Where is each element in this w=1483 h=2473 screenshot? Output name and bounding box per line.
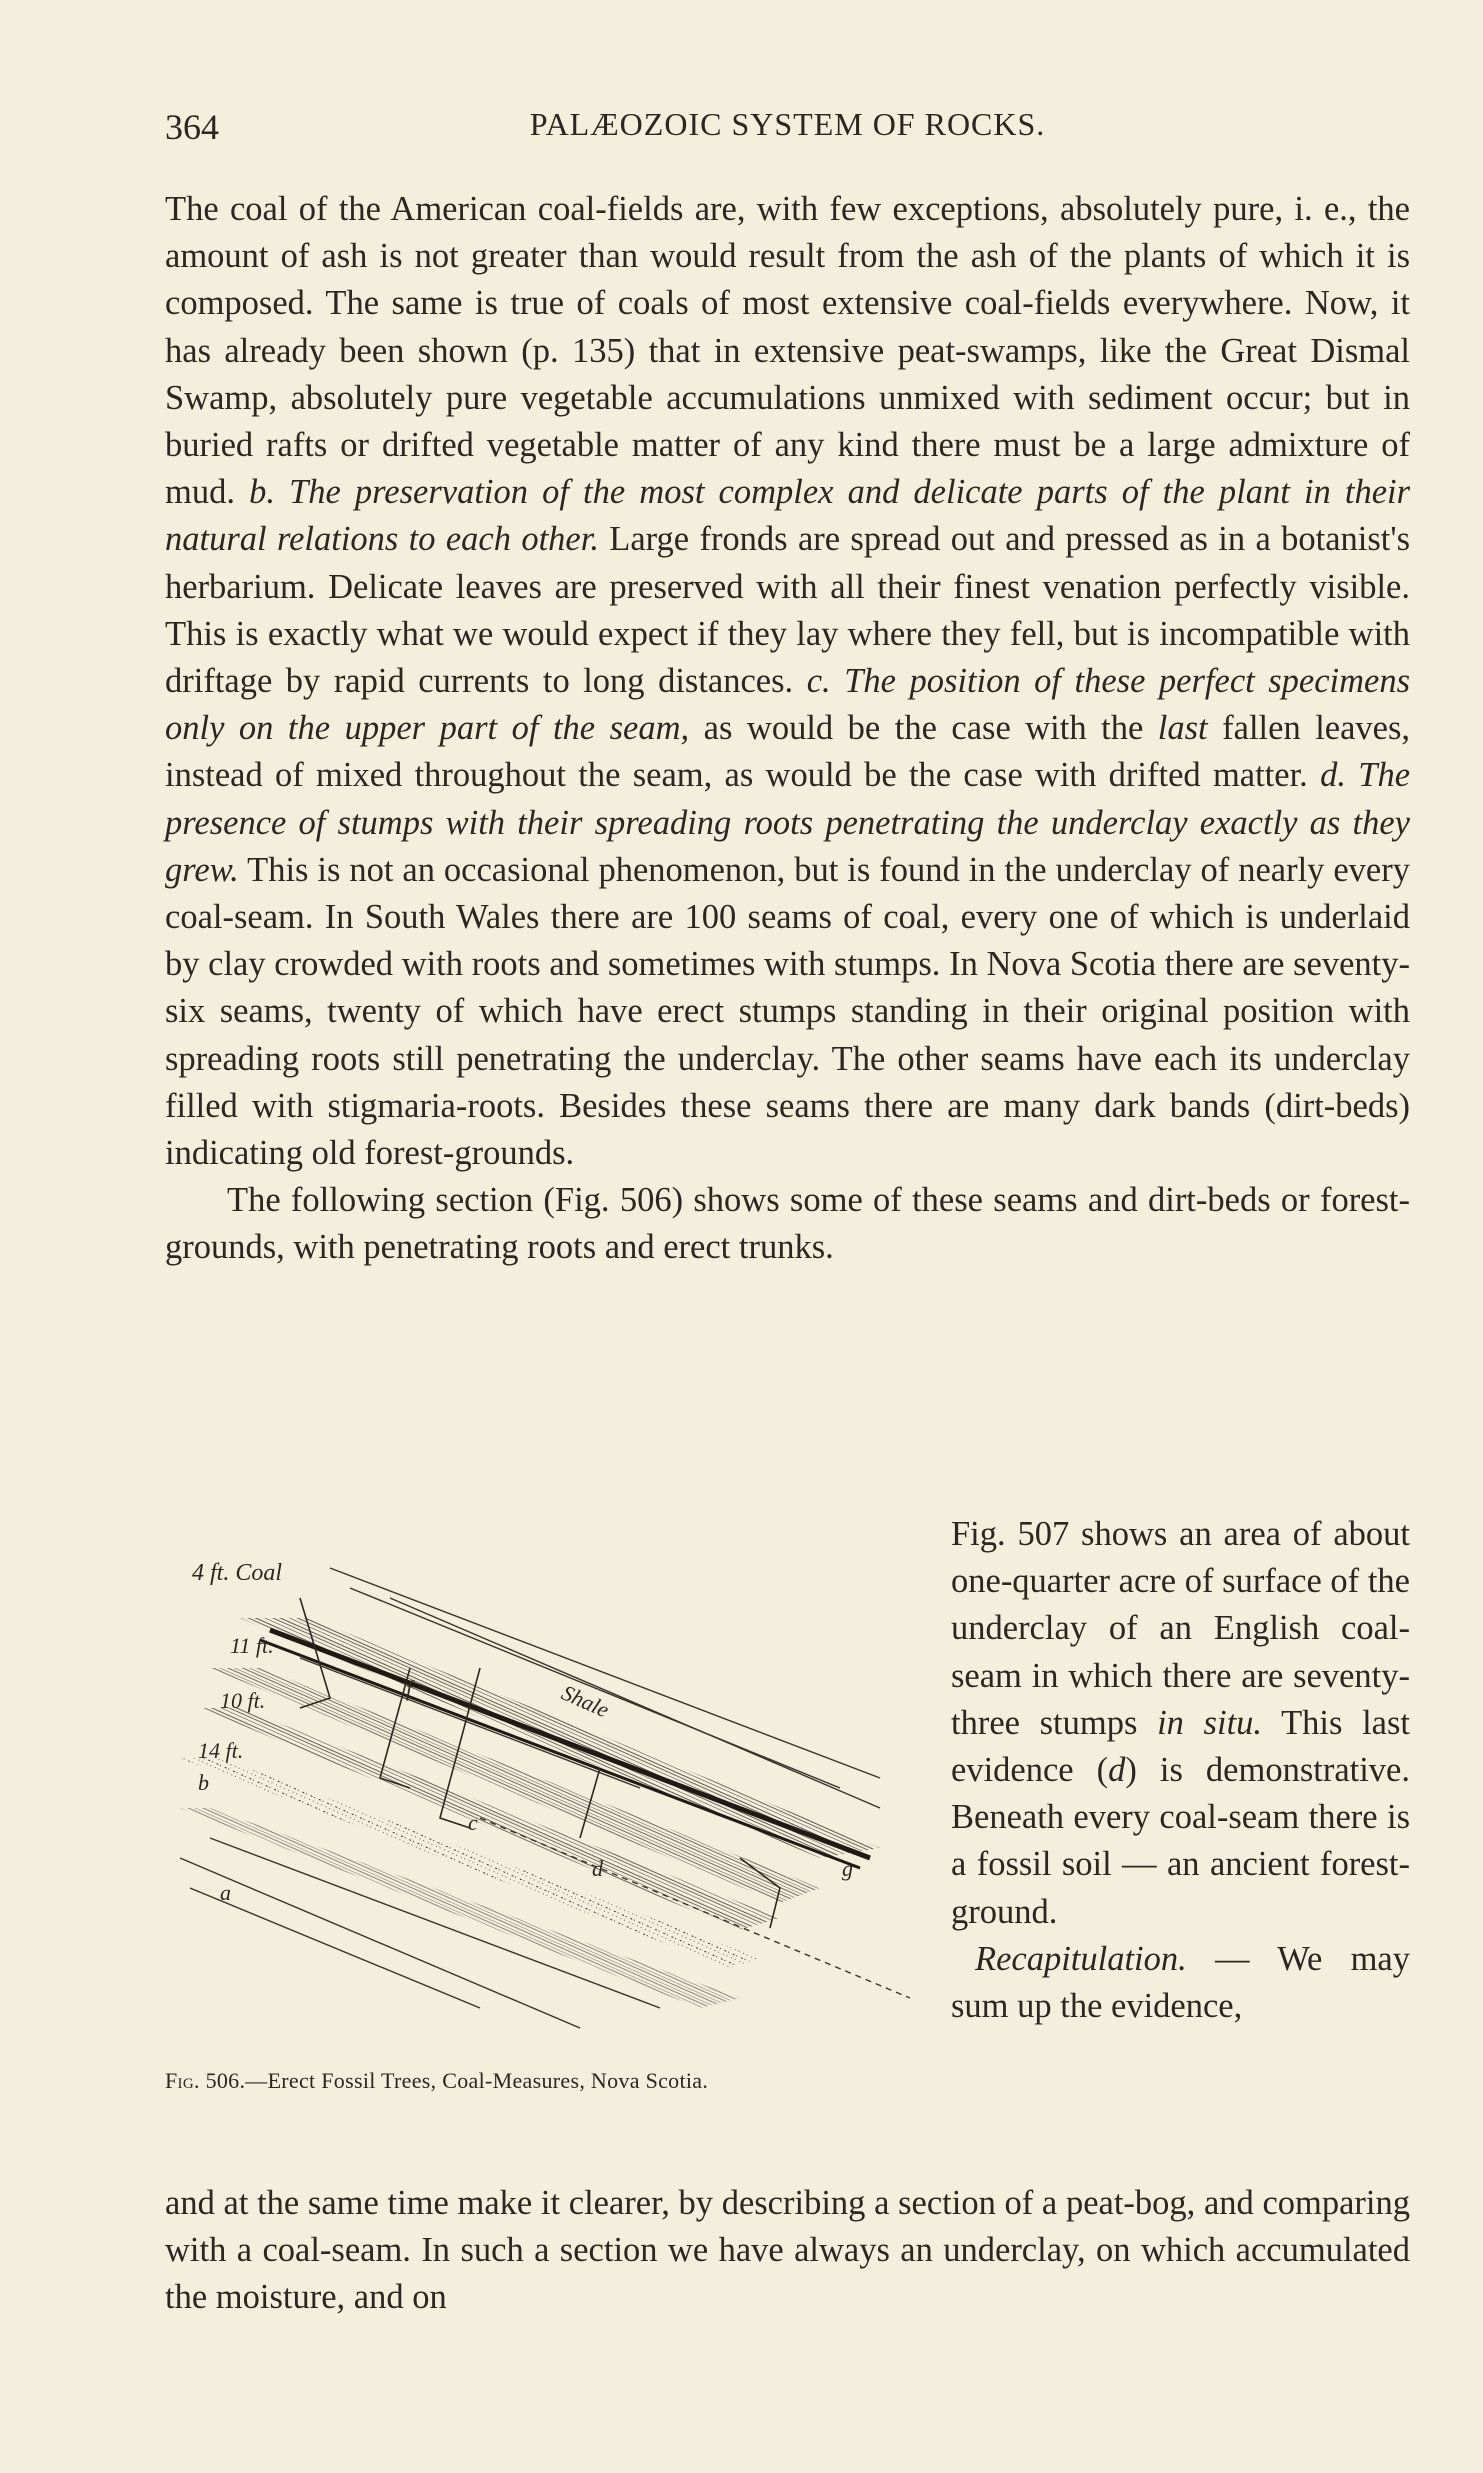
text-case: as would be the case with the [703, 709, 1144, 748]
label-d: d. [1320, 756, 1346, 795]
caption-fig-number: Fig. 506. [165, 2068, 246, 2093]
label-b: b [198, 1770, 209, 1795]
figure-caption [165, 2068, 925, 2094]
paragraph-fig507 [951, 1511, 1410, 1936]
paragraph-coal-purity [165, 186, 1410, 1177]
text-fallen: fallen leaves, instead of mixed throughout the seam, as would be the case with drifted matter. [165, 709, 1411, 795]
text-demonstrative: ) is demonstrative. Beneath every coal-seam there is a fossil soil — an ancient forest-ground. [951, 1751, 1410, 1931]
wrapped-column [951, 1511, 1410, 2030]
label-coal: 4 ft. Coal [192, 1560, 283, 1586]
heading-preservation: The preservation of the most complex and delicate parts of the plant in their natural relations to each other. [165, 473, 1411, 559]
body-text-top [165, 186, 1410, 1272]
text-underclay: This is not an occasional phenomenon, but is found in the underclay of nearly every coal-seam. In South Wales there are 100 seams of coal, every one of which is underlaid by clay crowded with roots and sometimes with stumps. In Nova Scotia there are seventy-six seams, twenty of which have erect stumps standing in their original position with spreading roots still penetrating the underclay. The other seams have each its underclay filled with stigmaria-roots. Besides these seams there are many dark bands (dirt-beds) indicating old forest-grounds. [165, 850, 1410, 1173]
caption-text: —Erect Fossil Trees, Coal-Measures, Nova Scotia. [245, 2068, 709, 2093]
running-title: PALÆOZOIC SYSTEM OF ROCKS. [529, 106, 1046, 142]
word-last: last [1157, 709, 1208, 748]
label-c: c. [806, 662, 831, 701]
text-fig507: Fig. 507 shows an area of about one-quarter acre of surface of the underclay of an English coal-seam in which there are seventy-three stumps [951, 1515, 1410, 1742]
text-recap: — We may sum up the evidence, [951, 1939, 1410, 2026]
figure-506 [180, 1558, 920, 2038]
label-14ft: 14 ft. [198, 1738, 244, 1763]
phrase-in-situ: in situ. [1157, 1703, 1263, 1742]
heading-stumps: The presence of stumps with their spreading roots penetrating the underclay exactly as they grew. [165, 756, 1411, 889]
heading-recapitulation: Recapitulation. [975, 1939, 1187, 1978]
label-c: c [468, 1810, 478, 1835]
label-g: g [842, 1856, 853, 1881]
label-b: b. [249, 473, 275, 512]
label-10ft: 10 ft. [220, 1688, 266, 1713]
letter-d: d [1108, 1751, 1126, 1790]
paragraph-section: The following section (Fig. 506) shows some of these seams and dirt-beds or forest-grounds, with penetrating roots and erect trunks. [165, 1181, 1410, 1267]
label-11ft: 11 ft. [230, 1633, 274, 1658]
label-a: a [220, 1880, 231, 1905]
paragraph-recap-start [951, 1936, 1410, 2030]
text-fronds: Large fronds are spread out and pressed as in a botanist's herbarium. Delicate leaves are preserved with all their finest venation perfectly visible. This is exactly what we would expect if they lay where they fell, but is incompatible with driftage by rapid currents to long distances. [165, 520, 1410, 701]
body-text-bottom [165, 2180, 1410, 2322]
heading-position: The position of these perfect specimens only on the upper part of the seam, [165, 662, 1411, 748]
paragraph-recap-continuation: and at the same time make it clearer, by describing a section of a peat-bog, and comparing with a coal-seam. In such a section we have always an underclay, on which accumulated the moisture, and on [165, 2184, 1410, 2317]
label-d: d [592, 1856, 603, 1881]
label-shale: Shale [557, 1679, 613, 1723]
sentence-ash: The coal of the American coal-fields are, with few exceptions, absolutely pure, i. e., the amount of ash is not greater than would result from the ash of the plants of which it is composed. The same is true of coals of most extensive coal-fields everywhere. Now, it has already been shown (p. 135) that in extensive peat-swamps, like the Great Dismal Swamp, absolutely pure vegetable accumulations unmixed with sediment occur; but in buried rafts or drifted vegetable matter of any kind there must be a large admixture of mud. [165, 190, 1410, 512]
page-number: 364 [165, 107, 219, 147]
label-f: f [406, 1676, 413, 1701]
text-evidence: This last evidence ( [951, 1703, 1411, 1790]
running-head [165, 106, 1410, 162]
fossil-trees-section-illustration [180, 1558, 920, 2038]
